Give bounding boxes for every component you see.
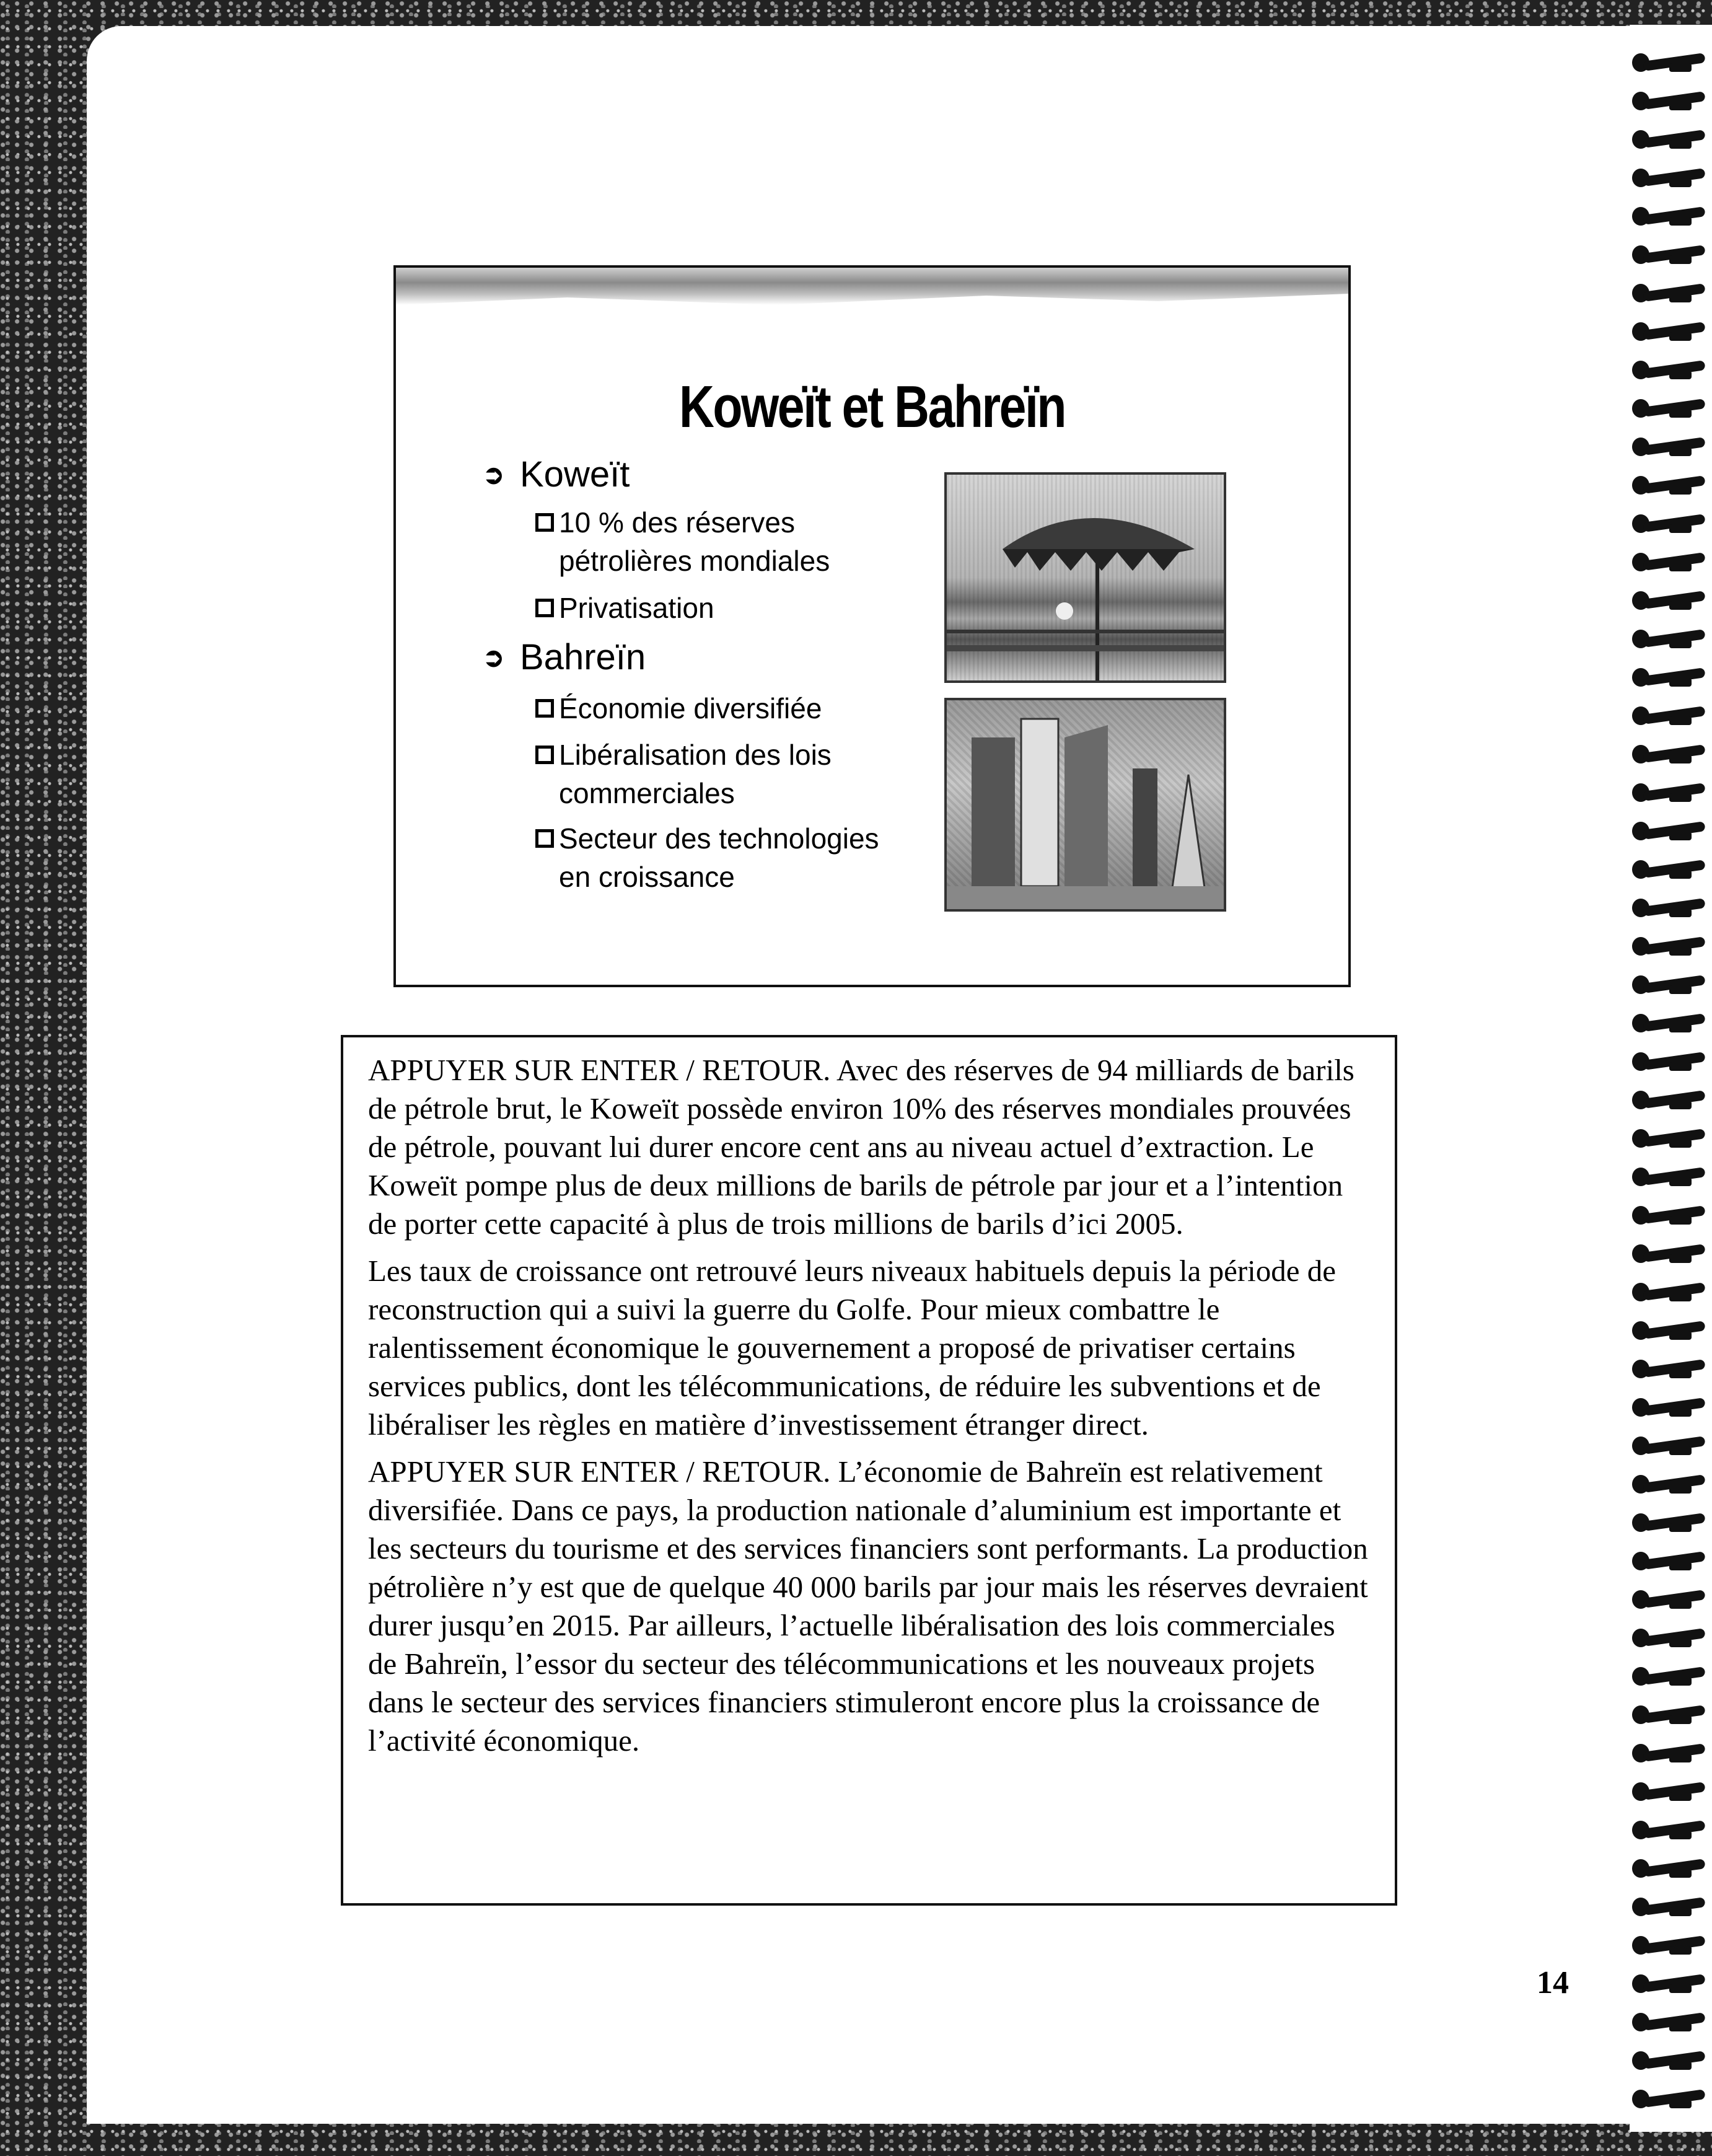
sub-bullet: Économie diversifiée <box>535 689 882 728</box>
binding-ring <box>1632 972 1708 1000</box>
binding-ring <box>1632 203 1708 232</box>
notes-paragraph: Les taux de croissance ont retrouvé leurs niveaux habituels depuis la période de reconstruction qui a suivi la guerre du Golfe. Pour mieux combattre le ralentissement économique le gouvernement a proposé de privatiser certains services publics, dont les télécommunications, de réduire les subventions et de libéraliser les règles en matière d’investissement étranger direct. <box>368 1254 1337 1441</box>
square-bullet-icon <box>535 513 554 532</box>
binding-ring <box>1632 165 1708 193</box>
binding-ring <box>1632 1894 1708 1922</box>
binding-ring <box>1632 2086 1708 2114</box>
binding-ring <box>1632 933 1708 962</box>
binding-ring <box>1632 1049 1708 1077</box>
binding-ring <box>1632 1279 1708 1308</box>
binding-ring <box>1632 126 1708 155</box>
binding-ring <box>1632 434 1708 462</box>
binding-ring <box>1632 2048 1708 2076</box>
binding-ring <box>1632 780 1708 808</box>
sub-bullet: Secteur des technologies en croissance <box>535 819 882 896</box>
binding-ring <box>1632 1817 1708 1846</box>
binding-ring <box>1632 280 1708 309</box>
binding-ring <box>1632 1855 1708 1884</box>
binding-ring <box>1632 1510 1708 1538</box>
arrow-bullet-icon: ➲ <box>483 643 505 672</box>
speaker-notes-box <box>341 1035 1397 1906</box>
binding-ring <box>1632 1779 1708 1807</box>
binding-ring <box>1632 1318 1708 1346</box>
arrow-bullet-icon: ➲ <box>483 460 505 489</box>
binding-ring <box>1632 88 1708 117</box>
bullet-heading: Bahreïn <box>520 637 646 677</box>
binding-ring <box>1632 856 1708 885</box>
notes-paragraph: APPUYER SUR ENTER / RETOUR. Avec des réserves de 94 milliards de barils de pétrole brut, le Koweït possède environ 10% des réserves mondiales prouvées de pétrole, pouvant lui durer encore cent ans au niveau actuel d’extraction. Le Koweït pompe plus de deux millions de barils de pétrole par jour et a l’intention de porter cette capacité à plus de trois millions de barils d’ici 2005. <box>368 1053 1354 1241</box>
page-number: 14 <box>1537 1965 1569 2000</box>
slide-title: Koweït et Bahreïn <box>678 374 1066 440</box>
spiral-binding <box>1630 25 1712 2132</box>
sub-bullet: 10 % des réserves pétrolières mondiales <box>535 503 882 580</box>
binding-ring <box>1632 511 1708 539</box>
binding-ring <box>1632 664 1708 693</box>
bullet-heading: Koweït <box>520 454 630 495</box>
bullet-bahrein <box>483 636 646 678</box>
binding-ring <box>1632 1394 1708 1423</box>
beach-umbrella-photo <box>944 472 1226 683</box>
binding-ring <box>1632 1087 1708 1115</box>
binding-ring <box>1632 1356 1708 1384</box>
binding-ring <box>1632 741 1708 770</box>
binding-ring <box>1632 357 1708 385</box>
binding-ring <box>1632 1702 1708 1730</box>
binding-ring <box>1632 549 1708 578</box>
binding-ring <box>1632 818 1708 847</box>
binding-ring <box>1632 472 1708 501</box>
sub-bullet: Privatisation <box>535 589 882 627</box>
binding-ring <box>1632 1663 1708 1692</box>
binding-ring <box>1632 1586 1708 1615</box>
binding-ring <box>1632 50 1708 78</box>
binding-ring <box>1632 1433 1708 1461</box>
binding-ring <box>1632 1625 1708 1653</box>
binding-ring <box>1632 587 1708 616</box>
binding-ring <box>1632 319 1708 347</box>
bullet-koweit <box>483 454 630 495</box>
binding-ring <box>1632 1241 1708 1269</box>
binding-ring <box>1632 1164 1708 1192</box>
square-bullet-icon <box>535 599 554 617</box>
notes-paragraph: APPUYER SUR ENTER / RETOUR. L’économie de Bahreïn est relativement diversifiée. Dans ce pays, la production nationale d’aluminium est importante et les secteurs du tourisme et des services financiers sont performants. La production pétrolière n’y est que de quelque 40 000 barils par jour mais les réserves devraient durer jusqu’en 2015. Par ailleurs, l’actuelle libéralisation des lois commerciales de Bahreïn, l’essor du secteur des télécommunications et les nouveaux projets dans le secteur des services financiers stimuleront encore plus la croissance de l’activité économique. <box>368 1454 1368 1758</box>
binding-ring <box>1632 1125 1708 1154</box>
binding-ring <box>1632 1740 1708 1769</box>
binding-ring <box>1632 395 1708 424</box>
binding-ring <box>1632 1971 1708 1999</box>
binding-ring <box>1632 626 1708 654</box>
slide-banner <box>396 268 1348 305</box>
binding-ring <box>1632 703 1708 731</box>
binding-ring <box>1632 2009 1708 2038</box>
sub-bullet: Libéralisation des lois commerciales <box>535 736 882 812</box>
square-bullet-icon <box>535 829 554 848</box>
binding-ring <box>1632 242 1708 270</box>
binding-ring <box>1632 895 1708 923</box>
slide-thumbnail <box>393 265 1351 987</box>
binding-ring <box>1632 1932 1708 1961</box>
city-skyline-photo <box>944 698 1226 912</box>
square-bullet-icon <box>535 699 554 718</box>
binding-ring <box>1632 1010 1708 1039</box>
binding-ring <box>1632 1471 1708 1500</box>
binding-ring <box>1632 1202 1708 1231</box>
square-bullet-icon <box>535 746 554 764</box>
binding-ring <box>1632 1548 1708 1577</box>
